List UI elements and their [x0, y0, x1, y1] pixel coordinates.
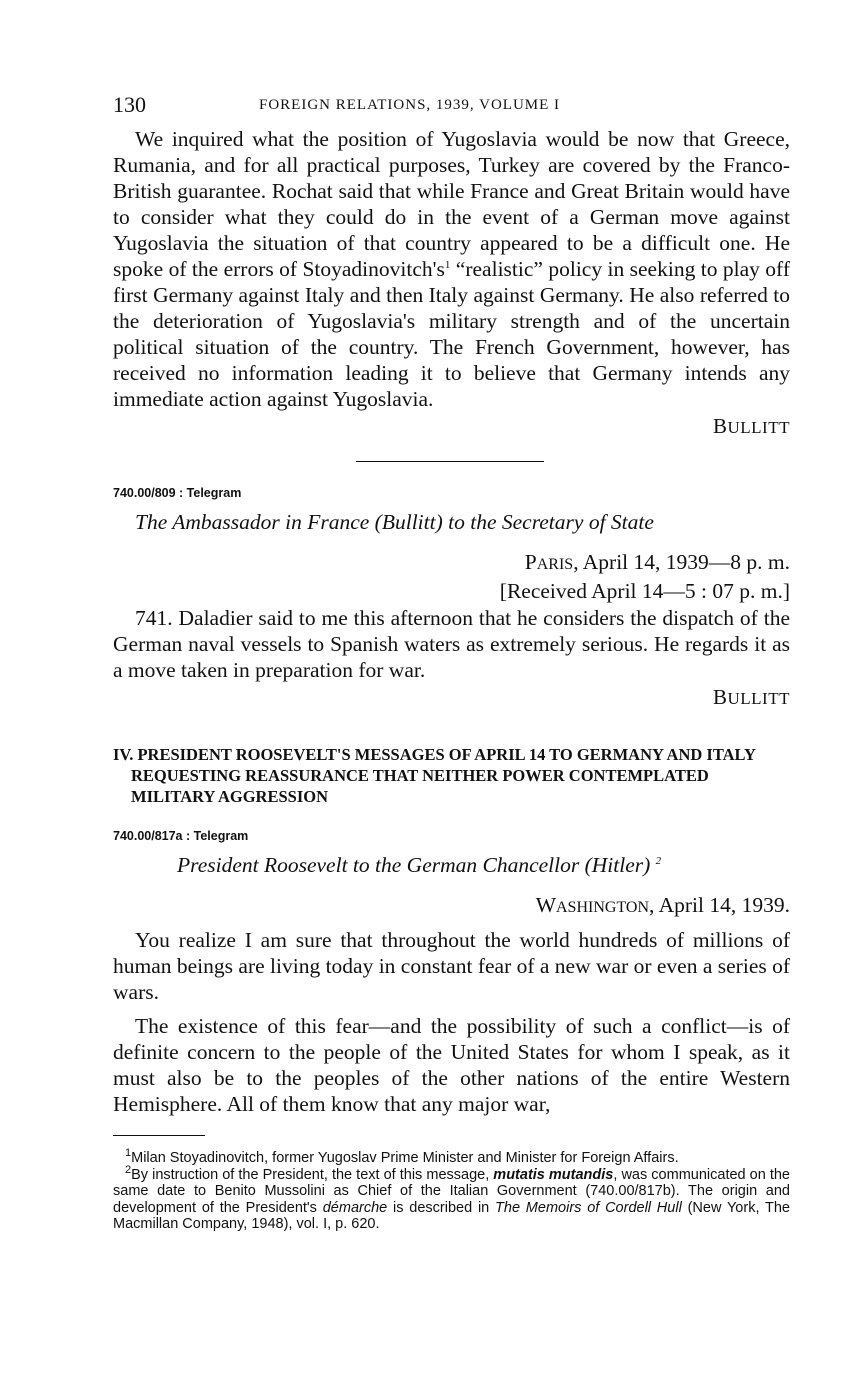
doc3-paragraph-2: The existence of this fear—and the possibility of such a conflict—is of definite concern to the people of the United States for whom I speak, as it must also be to the peoples of the other nations of the entire Western Hemisphere. All of them know that any major war,	[113, 1014, 790, 1116]
doc2-title: The Ambassador in France (Bullitt) to the Secretary of State	[135, 510, 654, 534]
doc1-signature-rest: ULLITT	[727, 418, 790, 437]
footnote-2-text-a: By instruction of the President, the text of this message,	[131, 1166, 494, 1183]
footnote-divider	[113, 1135, 205, 1136]
running-head	[113, 92, 790, 126]
doc1-signature-initial: B	[713, 414, 728, 438]
document-page	[113, 92, 790, 1233]
doc3-title	[113, 853, 790, 878]
doc1-paragraph	[113, 126, 790, 412]
footnote-2-latin: mutatis mutandis	[493, 1166, 614, 1183]
doc2-received: [Received April 14—5 : 07 p. m.]	[499, 579, 790, 603]
footnote-ref-1: 1	[444, 258, 451, 271]
footnote-1-mark: 1	[125, 1147, 132, 1160]
doc3-dateline	[113, 892, 790, 921]
doc2-signature	[113, 685, 790, 710]
doc2-dateline	[113, 549, 790, 578]
doc3-place-rest: ASHINGTON	[556, 899, 650, 916]
footnote-2-text-c: is described in	[387, 1199, 496, 1216]
doc1-paragraph-text-a: We inquired what the position of Yugoslavia would be now that Greece, Rumania, and for all practical purposes, Turkey are covered by the Franco-British guarantee. Rochat said that while France and Great Britain would have to consider what they could do in the event of a German move against Yugoslavia the situation of that country appeared to be a difficult one. He spoke of the errors of Stoyadinovitch's	[113, 127, 790, 281]
footnote-2-text-b: , was communicated on the same date to Benito Mussolini as Chief of the Italian Government (740.00/817b). The origin and development of the President's	[113, 1166, 790, 1216]
footnote-ref-2: 2	[655, 854, 662, 867]
footnote-1	[113, 1147, 790, 1167]
doc3-title-text: President Roosevelt to the German Chancellor (Hitler)	[177, 853, 651, 877]
doc3-paragraph-1: You realize I am sure that throughout the world hundreds of millions of human beings are living today in constant fear of a new war or even a series of wars.	[113, 928, 791, 1004]
footnote-2-text-d: (New York, The Macmillan Company, 1948), vol. I, p. 620.	[113, 1199, 790, 1232]
section-divider	[356, 461, 544, 462]
doc3-place-initial: W	[535, 893, 556, 917]
footnote-2-mark: 2	[125, 1163, 132, 1176]
page-number: 130	[113, 92, 146, 117]
doc2-signature-initial: B	[713, 685, 728, 709]
doc2-signature-rest: ULLITT	[727, 689, 790, 708]
doc3-file-reference: 740.00/817a : Telegram	[113, 829, 249, 843]
footnote-2-book-title: The Memoirs of Cordell Hull	[495, 1199, 682, 1216]
doc1-paragraph-text-b: “realistic” policy in seeking to play off first Germany against Italy and then Italy against Germany. He also referred to the deterioration of Yugoslavia's military strength and of the uncertain political situation of the country. The French Government, however, has received no information leading it to believe that Germany intends any immediate action against Yugoslavia.	[113, 257, 790, 411]
doc2-paragraph: 741. Daladier said to me this afternoon that he considers the dispatch of the German naval vessels to Spanish waters as extremely serious. He regards it as a move taken in preparation for war.	[113, 606, 790, 682]
section-heading: IV. PRESIDENT ROOSEVELT'S MESSAGES OF APRIL 14 TO GERMANY AND ITALY REQUESTING REASSURANCE THAT NEITHER POWER CONTEMPLATED MILITARY AGGRESSION	[113, 745, 756, 806]
footnote-2-demarche: démarche	[322, 1199, 388, 1216]
footnote-1-text: Milan Stoyadinovitch, former Yugoslav Prime Minister and Minister for Foreign Affairs.	[131, 1150, 679, 1166]
doc2-place-initial: P	[524, 550, 537, 574]
doc1-signature	[113, 414, 790, 439]
doc2-file-reference: 740.00/809 : Telegram	[113, 486, 242, 500]
doc2-place-rest: ARIS	[536, 556, 574, 573]
doc2-date: , April 14, 1939—8 p. m.	[573, 550, 790, 574]
footnote-2	[113, 1163, 790, 1233]
running-title: FOREIGN RELATIONS, 1939, VOLUME I	[259, 97, 561, 113]
doc3-date: , April 14, 1939.	[649, 893, 790, 917]
